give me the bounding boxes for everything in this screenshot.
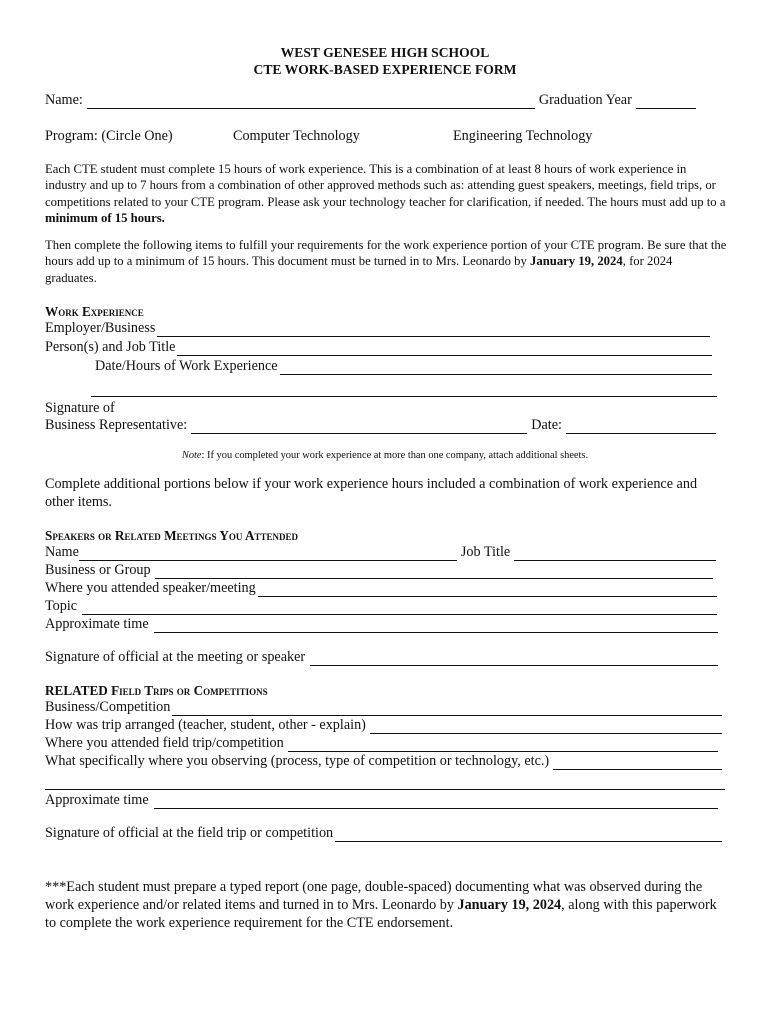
report-instructions bbox=[45, 878, 725, 932]
name-field[interactable] bbox=[87, 95, 535, 109]
date-hours-label: Date/Hours of Work Experience bbox=[95, 358, 278, 375]
trip-business-row bbox=[45, 699, 722, 716]
speaker-where-label: Where you attended speaker/meeting bbox=[45, 580, 256, 597]
trip-time-row bbox=[45, 792, 718, 809]
speaker-time-row bbox=[45, 616, 718, 633]
trip-what-field[interactable] bbox=[553, 756, 722, 770]
trip-arranged-field[interactable] bbox=[370, 720, 722, 734]
trip-where-label: Where you attended field trip/competition bbox=[45, 735, 284, 752]
form-page bbox=[45, 44, 725, 932]
persons-field[interactable] bbox=[177, 342, 712, 356]
speaker-business-row bbox=[45, 562, 713, 579]
school-name: WEST GENESEE HIGH SCHOOL bbox=[280, 45, 490, 60]
form-title: CTE WORK-BASED EXPERIENCE FORM bbox=[253, 62, 517, 77]
rep-date-label: Date: bbox=[531, 417, 562, 434]
speaker-name-field[interactable] bbox=[79, 547, 457, 561]
intro-paragraph-2 bbox=[45, 237, 727, 286]
trip-signature-label: Signature of official at the field trip or competition bbox=[45, 825, 334, 842]
speaker-topic-row bbox=[45, 598, 717, 615]
persons-row bbox=[45, 339, 712, 356]
note-label: Note bbox=[181, 450, 202, 462]
trip-time-field[interactable] bbox=[154, 795, 718, 809]
report-text-end: , along with this paperwork to complete the work experience requirement for the CTE endorsement. bbox=[45, 897, 717, 932]
speaker-business-label: Business or Group bbox=[45, 562, 151, 579]
trip-time-label: Approximate time bbox=[45, 792, 149, 809]
speaker-where-row bbox=[45, 580, 717, 597]
employer-label: Employer/Business bbox=[45, 320, 156, 337]
additional-instructions: Complete additional portions below if your work experience hours included a combination of work experience and other items. bbox=[45, 476, 698, 511]
trip-signature-field[interactable] bbox=[335, 828, 722, 842]
business-rep-signature-field[interactable] bbox=[191, 420, 527, 434]
speakers-heading: Speakers or Related Meetings You Attended bbox=[45, 528, 298, 544]
multiple-company-note bbox=[45, 450, 725, 461]
speaker-topic-label: Topic bbox=[45, 598, 78, 615]
employer-row bbox=[45, 320, 710, 337]
speaker-name-row bbox=[45, 544, 716, 561]
trip-what-row bbox=[45, 753, 722, 770]
note-text: : If you completed your work experience at more than one company, attach additional sheets. bbox=[201, 450, 589, 462]
date-hours-field[interactable] bbox=[280, 361, 712, 375]
trip-business-field[interactable] bbox=[172, 702, 722, 716]
trip-where-field[interactable] bbox=[288, 738, 718, 752]
trip-business-label: Business/Competition bbox=[45, 699, 171, 716]
work-experience-heading: Work Experience bbox=[45, 304, 144, 320]
speaker-topic-field[interactable] bbox=[82, 601, 717, 615]
rep-date-field[interactable] bbox=[566, 420, 716, 434]
intro-bold-1: minimum of 15 hours. bbox=[45, 210, 165, 225]
trip-arranged-row bbox=[45, 717, 722, 734]
graduation-year-field[interactable] bbox=[636, 95, 696, 109]
trip-arranged-label: How was trip arranged (teacher, student, other - explain) bbox=[45, 717, 366, 734]
speaker-name-label: Name bbox=[45, 544, 79, 561]
intro-text-2: Then complete the following items to fulfill your requirements for the work experience portion of your CTE program. Be sure that the hours add up to a minimum of 15 hours. This document must be turned in to Mrs. Leonardo by bbox=[45, 238, 727, 269]
trip-what-label: What specifically where you observing (process, type of competition or technology, etc.) bbox=[45, 753, 550, 770]
name-label: Name: bbox=[45, 92, 83, 108]
business-rep-row bbox=[45, 417, 716, 434]
program-label: Program: (Circle One) bbox=[45, 128, 173, 144]
report-text: ***Each student must prepare a typed report (one page, double-spaced) documenting what was observed during the work experience and/or related items and turned in to Mrs. Leonardo by bbox=[45, 879, 703, 914]
speaker-signature-row bbox=[45, 649, 718, 666]
speaker-time-field[interactable] bbox=[154, 619, 718, 633]
persons-label: Person(s) and Job Title bbox=[45, 339, 176, 356]
field-trips-heading bbox=[45, 683, 725, 699]
work-extra-line[interactable] bbox=[91, 383, 717, 397]
trip-what-extra-line[interactable] bbox=[45, 776, 725, 790]
report-bold-date: January 19, 2024 bbox=[457, 897, 562, 914]
speaker-where-field[interactable] bbox=[258, 583, 717, 597]
trip-signature-row bbox=[45, 825, 722, 842]
program-option-engineering[interactable]: Engineering Technology bbox=[453, 128, 593, 144]
field-trips-heading-rest: Field Trips or Competitions bbox=[111, 683, 268, 699]
speaker-time-label: Approximate time bbox=[45, 616, 149, 633]
speaker-job-title-label: Job Title bbox=[460, 544, 511, 561]
date-hours-row bbox=[95, 358, 712, 375]
speaker-business-field[interactable] bbox=[155, 565, 713, 579]
program-option-computer[interactable]: Computer Technology bbox=[233, 128, 360, 144]
intro-bold-2: January 19, 2024 bbox=[530, 254, 623, 269]
employer-field[interactable] bbox=[157, 323, 710, 337]
field-trips-heading-bold: RELATED bbox=[45, 683, 108, 699]
name-row bbox=[45, 92, 725, 109]
program-row bbox=[45, 128, 725, 146]
trip-where-row bbox=[45, 735, 718, 752]
speaker-signature-field[interactable] bbox=[310, 652, 718, 666]
signature-of-label: Signature of bbox=[45, 400, 115, 417]
intro-text-1: Each CTE student must complete 15 hours of work experience. This is a combination of at least 8 hours of work experience in industry and up to 7 hours from a combination of other approved methods such as: attending guest speakers, meetings, field trips, or competitions related to your CTE program. Please ask your technology teacher for clarification, if needed. The hours must add up to a bbox=[45, 162, 726, 209]
intro-text-2-end: , for 2024 graduates. bbox=[45, 254, 673, 285]
graduation-year-label: Graduation Year bbox=[538, 92, 632, 108]
speaker-job-title-field[interactable] bbox=[514, 547, 716, 561]
intro-paragraph-1 bbox=[45, 161, 727, 226]
business-rep-label: Business Representative: bbox=[45, 417, 188, 434]
speaker-signature-label: Signature of official at the meeting or speaker bbox=[45, 649, 306, 666]
